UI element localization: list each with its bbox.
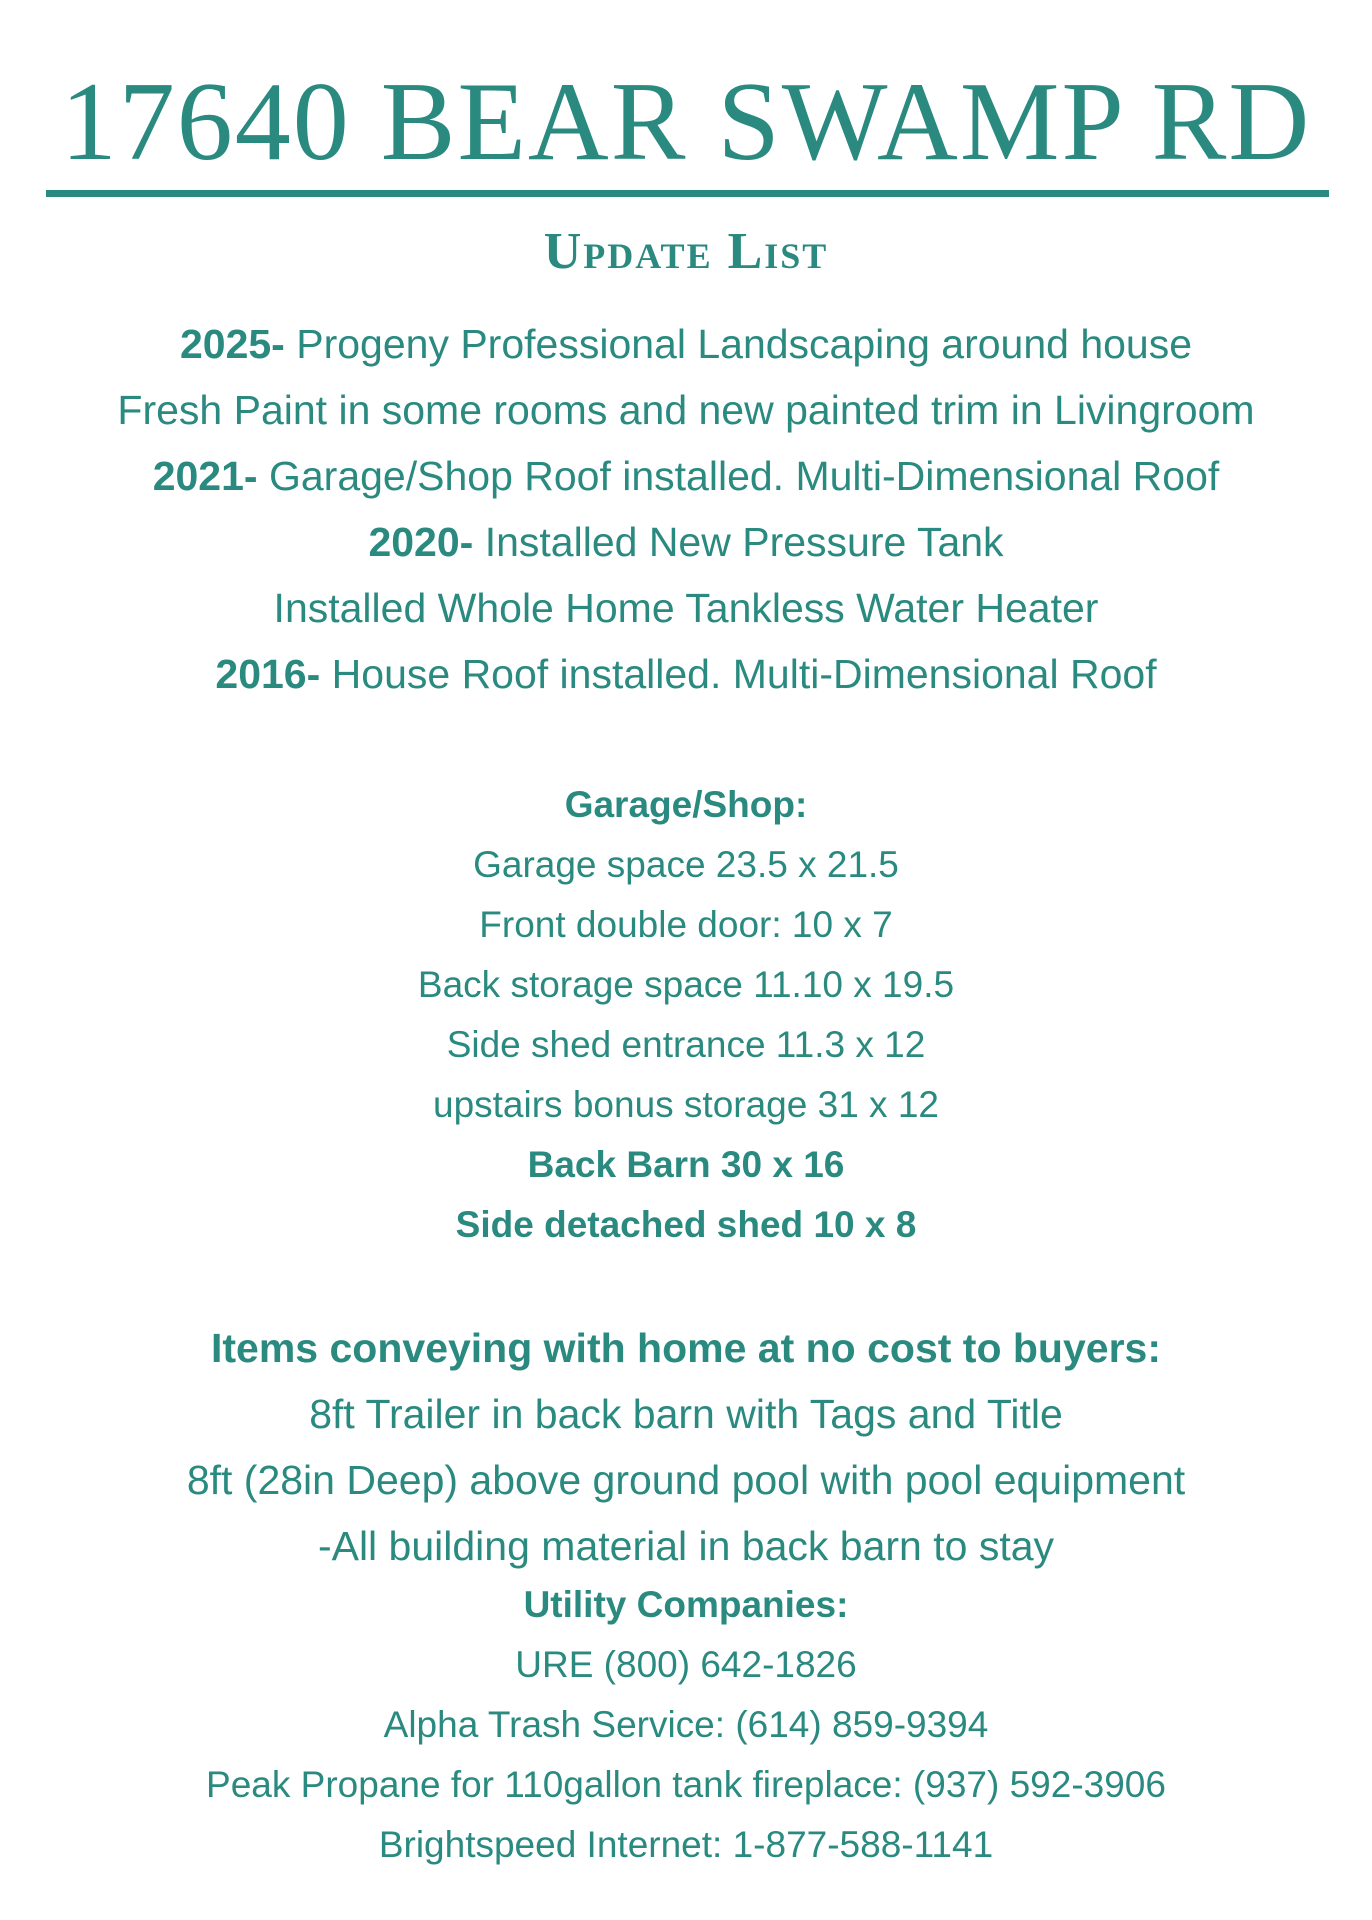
utility-contact: Peak Propane for 110gallon tank fireplace: (937) 592-3906 bbox=[206, 1764, 1166, 1805]
update-text: Installed New Pressure Tank bbox=[473, 519, 1004, 565]
update-list bbox=[0, 311, 1372, 707]
garage-detail: Front double door: 10 x 7 bbox=[479, 904, 893, 945]
update-item bbox=[0, 575, 1372, 641]
garage-shop-heading: Garage/Shop: bbox=[564, 784, 808, 825]
update-item bbox=[0, 377, 1372, 443]
utility-contact: Brightspeed Internet: 1-877-588-1141 bbox=[378, 1824, 994, 1865]
update-item bbox=[0, 509, 1372, 575]
update-text: House Roof installed. Multi-Dimensional Roof bbox=[320, 651, 1157, 697]
utility-companies-heading: Utility Companies: bbox=[523, 1584, 849, 1625]
update-list-heading: Update List bbox=[543, 223, 829, 280]
update-year: 2021- bbox=[152, 453, 258, 499]
conveying-item: 8ft (28in Deep) above ground pool with pool equipment bbox=[186, 1457, 1186, 1503]
update-year: 2020- bbox=[368, 519, 474, 565]
garage-shop-section bbox=[0, 775, 1372, 1255]
update-item bbox=[0, 311, 1372, 377]
conveying-items-section bbox=[0, 1315, 1372, 1579]
garage-detail: upstairs bonus storage 31 x 12 bbox=[433, 1084, 939, 1125]
conveying-items-heading: Items conveying with home at no cost to buyers: bbox=[211, 1325, 1161, 1371]
property-address-title: 17640 BEAR SWAMP RD bbox=[60, 60, 1312, 184]
back-barn-detail: Back Barn 30 x 16 bbox=[527, 1144, 845, 1185]
title-divider bbox=[46, 190, 1329, 197]
garage-detail: Side shed entrance 11.3 x 12 bbox=[446, 1024, 926, 1065]
update-item bbox=[0, 443, 1372, 509]
utility-contact: Alpha Trash Service: (614) 859-9394 bbox=[383, 1704, 989, 1745]
garage-detail: Garage space 23.5 x 21.5 bbox=[473, 844, 899, 885]
conveying-item: -All building material in back barn to stay bbox=[317, 1523, 1055, 1569]
detached-shed-detail: Side detached shed 10 x 8 bbox=[455, 1204, 917, 1245]
update-item bbox=[0, 641, 1372, 707]
update-year: 2016- bbox=[215, 651, 321, 697]
garage-detail: Back storage space 11.10 x 19.5 bbox=[417, 964, 955, 1005]
update-text: Fresh Paint in some rooms and new painted trim in Livingroom bbox=[117, 387, 1255, 433]
update-text: Garage/Shop Roof installed. Multi-Dimensional Roof bbox=[257, 453, 1220, 499]
utility-companies-section bbox=[0, 1575, 1372, 1875]
update-year: 2025- bbox=[179, 321, 285, 367]
utility-contact: URE (800) 642-1826 bbox=[515, 1644, 857, 1685]
update-text: Progeny Professional Landscaping around house bbox=[284, 321, 1193, 367]
conveying-item: 8ft Trailer in back barn with Tags and Title bbox=[309, 1391, 1063, 1437]
update-text: Installed Whole Home Tankless Water Heater bbox=[273, 585, 1099, 631]
